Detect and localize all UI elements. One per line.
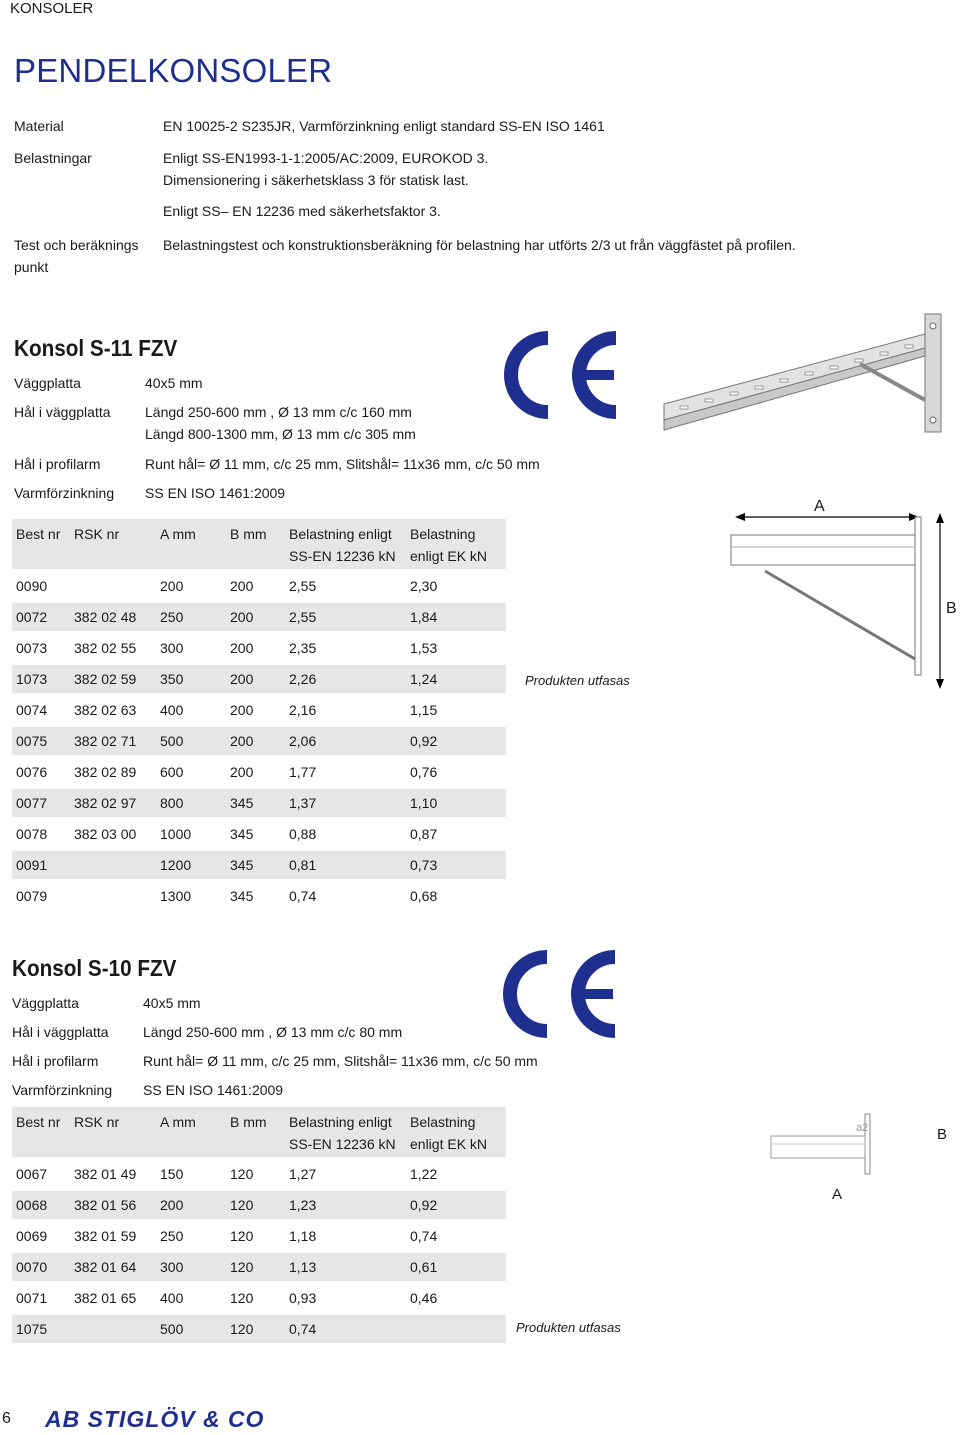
table-row [12,603,506,631]
table-cell: 0075 [12,727,70,755]
table-cell: 382 02 48 [70,603,156,631]
table-cell: 2,06 [285,727,406,755]
table-cell: 1,37 [285,789,406,817]
table-cell: 0,68 [410,888,438,904]
dimension-label-small: a2 [856,1122,869,1134]
spec-label-material: Material [14,118,64,134]
product-title: Konsol S-11 FZV [14,335,178,361]
spec-label-test-2: punkt [14,259,49,275]
ce-mark-icon [498,330,624,420]
phase-out-note: Produkten utfasas [516,1320,621,1335]
table-cell: 0,87 [410,826,438,842]
table-cell: 0078 [16,826,48,842]
table-cell: 150 [160,1166,184,1182]
table-cell [70,572,156,600]
column-header: Belastning enligt SS-EN 12236 kN [285,1107,406,1157]
table-cell: 1200 [156,851,226,879]
table-cell: 1,18 [289,1228,317,1244]
table-cell: 300 [156,1253,226,1281]
table-cell: 0,93 [289,1290,317,1306]
table-cell: 1,15 [410,702,438,718]
table-cell: 2,55 [285,603,406,631]
ce-mark-icon [497,949,623,1039]
dimension-label-a: A [832,1186,843,1203]
table-cell: 350 [156,665,226,693]
table-row [12,696,506,724]
table-cell: 2,35 [289,640,317,656]
table-cell: 382 02 71 [70,727,156,755]
prop-label: Varmförzinkning [12,1082,113,1098]
table-cell: 0074 [16,702,48,718]
table-cell: 382 02 63 [74,702,137,718]
phase-out-note: Produkten utfasas [525,673,630,688]
table-row [12,882,506,910]
table-cell: 382 01 59 [74,1228,137,1244]
table-cell: 400 [160,702,184,718]
table-cell: 1300 [160,888,192,904]
table-cell: 2,55 [289,578,317,594]
table-cell: 200 [226,603,285,631]
prop-value: Längd 250-600 mm , Ø 13 mm c/c 160 mm [145,404,412,420]
table-cell: 0091 [12,851,70,879]
prop-label: Hål i profilarm [12,1053,99,1069]
table-cell: 0068 [12,1191,70,1219]
table-cell: 250 [156,603,226,631]
table-body [12,1160,506,1343]
table-cell: 0,46 [410,1290,438,1306]
spec-value-loads-1: Enligt SS-EN1993-1-1:2005/AC:2009, EUROKOD 3. [163,150,489,166]
section-header: KONSOLER [10,0,94,17]
table-cell: 382 02 89 [74,764,137,780]
table-cell: 200 [156,1191,226,1219]
company-logo: AB STIGLÖV & CO [45,1406,265,1432]
table-cell: 382 01 56 [70,1191,156,1219]
table-row [12,758,506,786]
load-table [12,516,506,913]
prop-value: Runt hål= Ø 11 mm, c/c 25 mm, Slitshål= 11x36 mm, c/c 50 mm [143,1053,538,1069]
table-row [12,851,506,879]
table-cell: 0,74 [410,1228,438,1244]
column-header: B mm [226,1107,285,1157]
table-header-row [12,519,506,569]
table-cell: 200 [230,578,254,594]
table-cell [70,1315,156,1343]
column-header: RSK nr [70,519,156,569]
table-cell: 1000 [160,826,192,842]
table-cell: 500 [156,727,226,755]
table-cell: 0,92 [406,1191,506,1219]
table-cell: 400 [160,1290,184,1306]
load-table [12,1104,506,1346]
table-cell: 0,81 [285,851,406,879]
table-cell: 345 [226,789,285,817]
table-cell: 382 02 55 [74,640,137,656]
table-cell: 120 [230,1228,254,1244]
table-header-row [12,1107,506,1157]
column-header: Belastning enligt EK kN [406,519,506,569]
table-cell: 200 [230,764,254,780]
table-cell: 600 [160,764,184,780]
prop-value: Runt hål= Ø 11 mm, c/c 25 mm, Slitshål= 11x36 mm, c/c 50 mm [145,456,540,472]
bracket-product-image [660,312,945,452]
table-cell: 0,76 [410,764,438,780]
table-cell: 345 [230,826,254,842]
prop-label: Väggplatta [12,995,79,1011]
prop-label: Hål i väggplatta [12,1024,109,1040]
table-cell: 0,73 [406,851,506,879]
table-cell: 382 03 00 [74,826,137,842]
product-title: Konsol S-10 FZV [12,955,177,981]
table-cell: 0,92 [406,727,506,755]
table-body [12,572,506,910]
table-cell: 200 [226,665,285,693]
prop-value: SS EN ISO 1461:2009 [143,1082,284,1098]
page-title: PENDELKONSOLER [14,52,333,89]
table-row [12,1160,506,1188]
spec-value-material: EN 10025-2 S235JR, Varmförzinkning enligt standard SS-EN ISO 1461 [163,118,605,134]
table-row [12,634,506,662]
table-cell: 0067 [16,1166,48,1182]
column-header: Best nr [12,1107,70,1157]
table-cell: 1,13 [285,1253,406,1281]
table-cell: 0070 [12,1253,70,1281]
table-row [12,1222,506,1250]
table-cell: 382 01 65 [74,1290,137,1306]
table-cell: 1,22 [410,1166,438,1182]
prop-label: Hål i profilarm [14,456,101,472]
prop-value: 40x5 mm [143,995,201,1011]
table-cell: 0,74 [289,888,317,904]
table-cell: 0076 [16,764,48,780]
table-cell: 200 [230,640,254,656]
table-row [12,1315,506,1343]
column-header: A mm [156,1107,226,1157]
table-cell: 1,10 [406,789,506,817]
spec-value-loads-3: Enligt SS– EN 12236 med säkerhetsfaktor 3. [163,203,441,219]
page-number: 6 [2,1410,11,1427]
spec-value-loads-2: Dimensionering i säkerhetsklass 3 för statisk last. [163,172,469,188]
table-cell: 1,27 [289,1166,317,1182]
table-cell: 0077 [12,789,70,817]
table-cell [70,851,156,879]
table-row [12,1284,506,1312]
dimension-label-b: B [946,600,957,617]
prop-value: Längd 800-1300 mm, Ø 13 mm c/c 305 mm [145,426,416,442]
table-cell: 300 [160,640,184,656]
table-cell: 1075 [12,1315,70,1343]
table-cell: 1,84 [406,603,506,631]
table-cell: 800 [156,789,226,817]
table-cell: 0090 [16,578,48,594]
column-header: Belastning enligt SS-EN 12236 kN [285,519,406,569]
column-header: RSK nr [70,1107,156,1157]
table-row [12,572,506,600]
table-cell: 500 [156,1315,226,1343]
table-cell: 200 [226,727,285,755]
table-cell: 2,16 [289,702,317,718]
table-cell: 0,74 [285,1315,406,1343]
table-cell: 0,88 [289,826,317,842]
table-cell: 0079 [16,888,48,904]
table-cell: 0071 [16,1290,48,1306]
table-cell [406,1315,506,1343]
table-row [12,1191,506,1219]
spec-label-loads: Belastningar [14,150,92,166]
prop-value: Längd 250-600 mm , Ø 13 mm c/c 80 mm [143,1024,403,1040]
table-cell: 382 02 97 [70,789,156,817]
table-row [12,727,506,755]
table-cell: 120 [226,1253,285,1281]
column-header: Belastning enligt EK kN [406,1107,506,1157]
table-cell: 382 01 49 [74,1166,137,1182]
table-cell: 0069 [16,1228,48,1244]
table-cell: 120 [226,1315,285,1343]
prop-value: SS EN ISO 1461:2009 [145,485,286,501]
dimension-diagram [725,495,955,695]
table-cell: 1,53 [410,640,438,656]
prop-label: Varmförzinkning [14,485,115,501]
table-cell: 0073 [16,640,48,656]
table-cell: 2,30 [410,578,438,594]
prop-label: Hål i väggplatta [14,404,111,420]
table-row [12,789,506,817]
table-cell: 382 01 64 [70,1253,156,1281]
table-cell: 120 [230,1290,254,1306]
table-cell: 200 [230,702,254,718]
table-cell: 200 [160,578,184,594]
table-cell: 120 [226,1191,285,1219]
dimension-label-a: A [814,498,825,515]
table-cell [70,882,156,910]
table-cell: 382 02 59 [70,665,156,693]
table-cell: 1,77 [289,764,317,780]
table-row [12,820,506,848]
table-cell: 120 [230,1166,254,1182]
table-row [12,1253,506,1281]
table-cell: 1,24 [406,665,506,693]
table-cell: 2,26 [285,665,406,693]
column-header: Best nr [12,519,70,569]
table-cell: 1,23 [285,1191,406,1219]
prop-value: 40x5 mm [145,375,203,391]
dimension-diagram [765,1112,940,1182]
table-row [12,665,506,693]
table-cell: 345 [230,888,254,904]
table-cell: 345 [226,851,285,879]
table-cell: 1073 [12,665,70,693]
spec-value-test: Belastningstest och konstruktionsberäkning för belastning har utförts 2/3 ut från väggfästet på profilen. [163,237,796,253]
table-cell: 0,61 [406,1253,506,1281]
table-cell: 250 [160,1228,184,1244]
table-cell: 0072 [12,603,70,631]
spec-label-test-1: Test och beräknings [14,237,139,253]
column-header: A mm [156,519,226,569]
column-header: B mm [226,519,285,569]
prop-label: Väggplatta [14,375,81,391]
dimension-label-b: B [937,1126,948,1143]
